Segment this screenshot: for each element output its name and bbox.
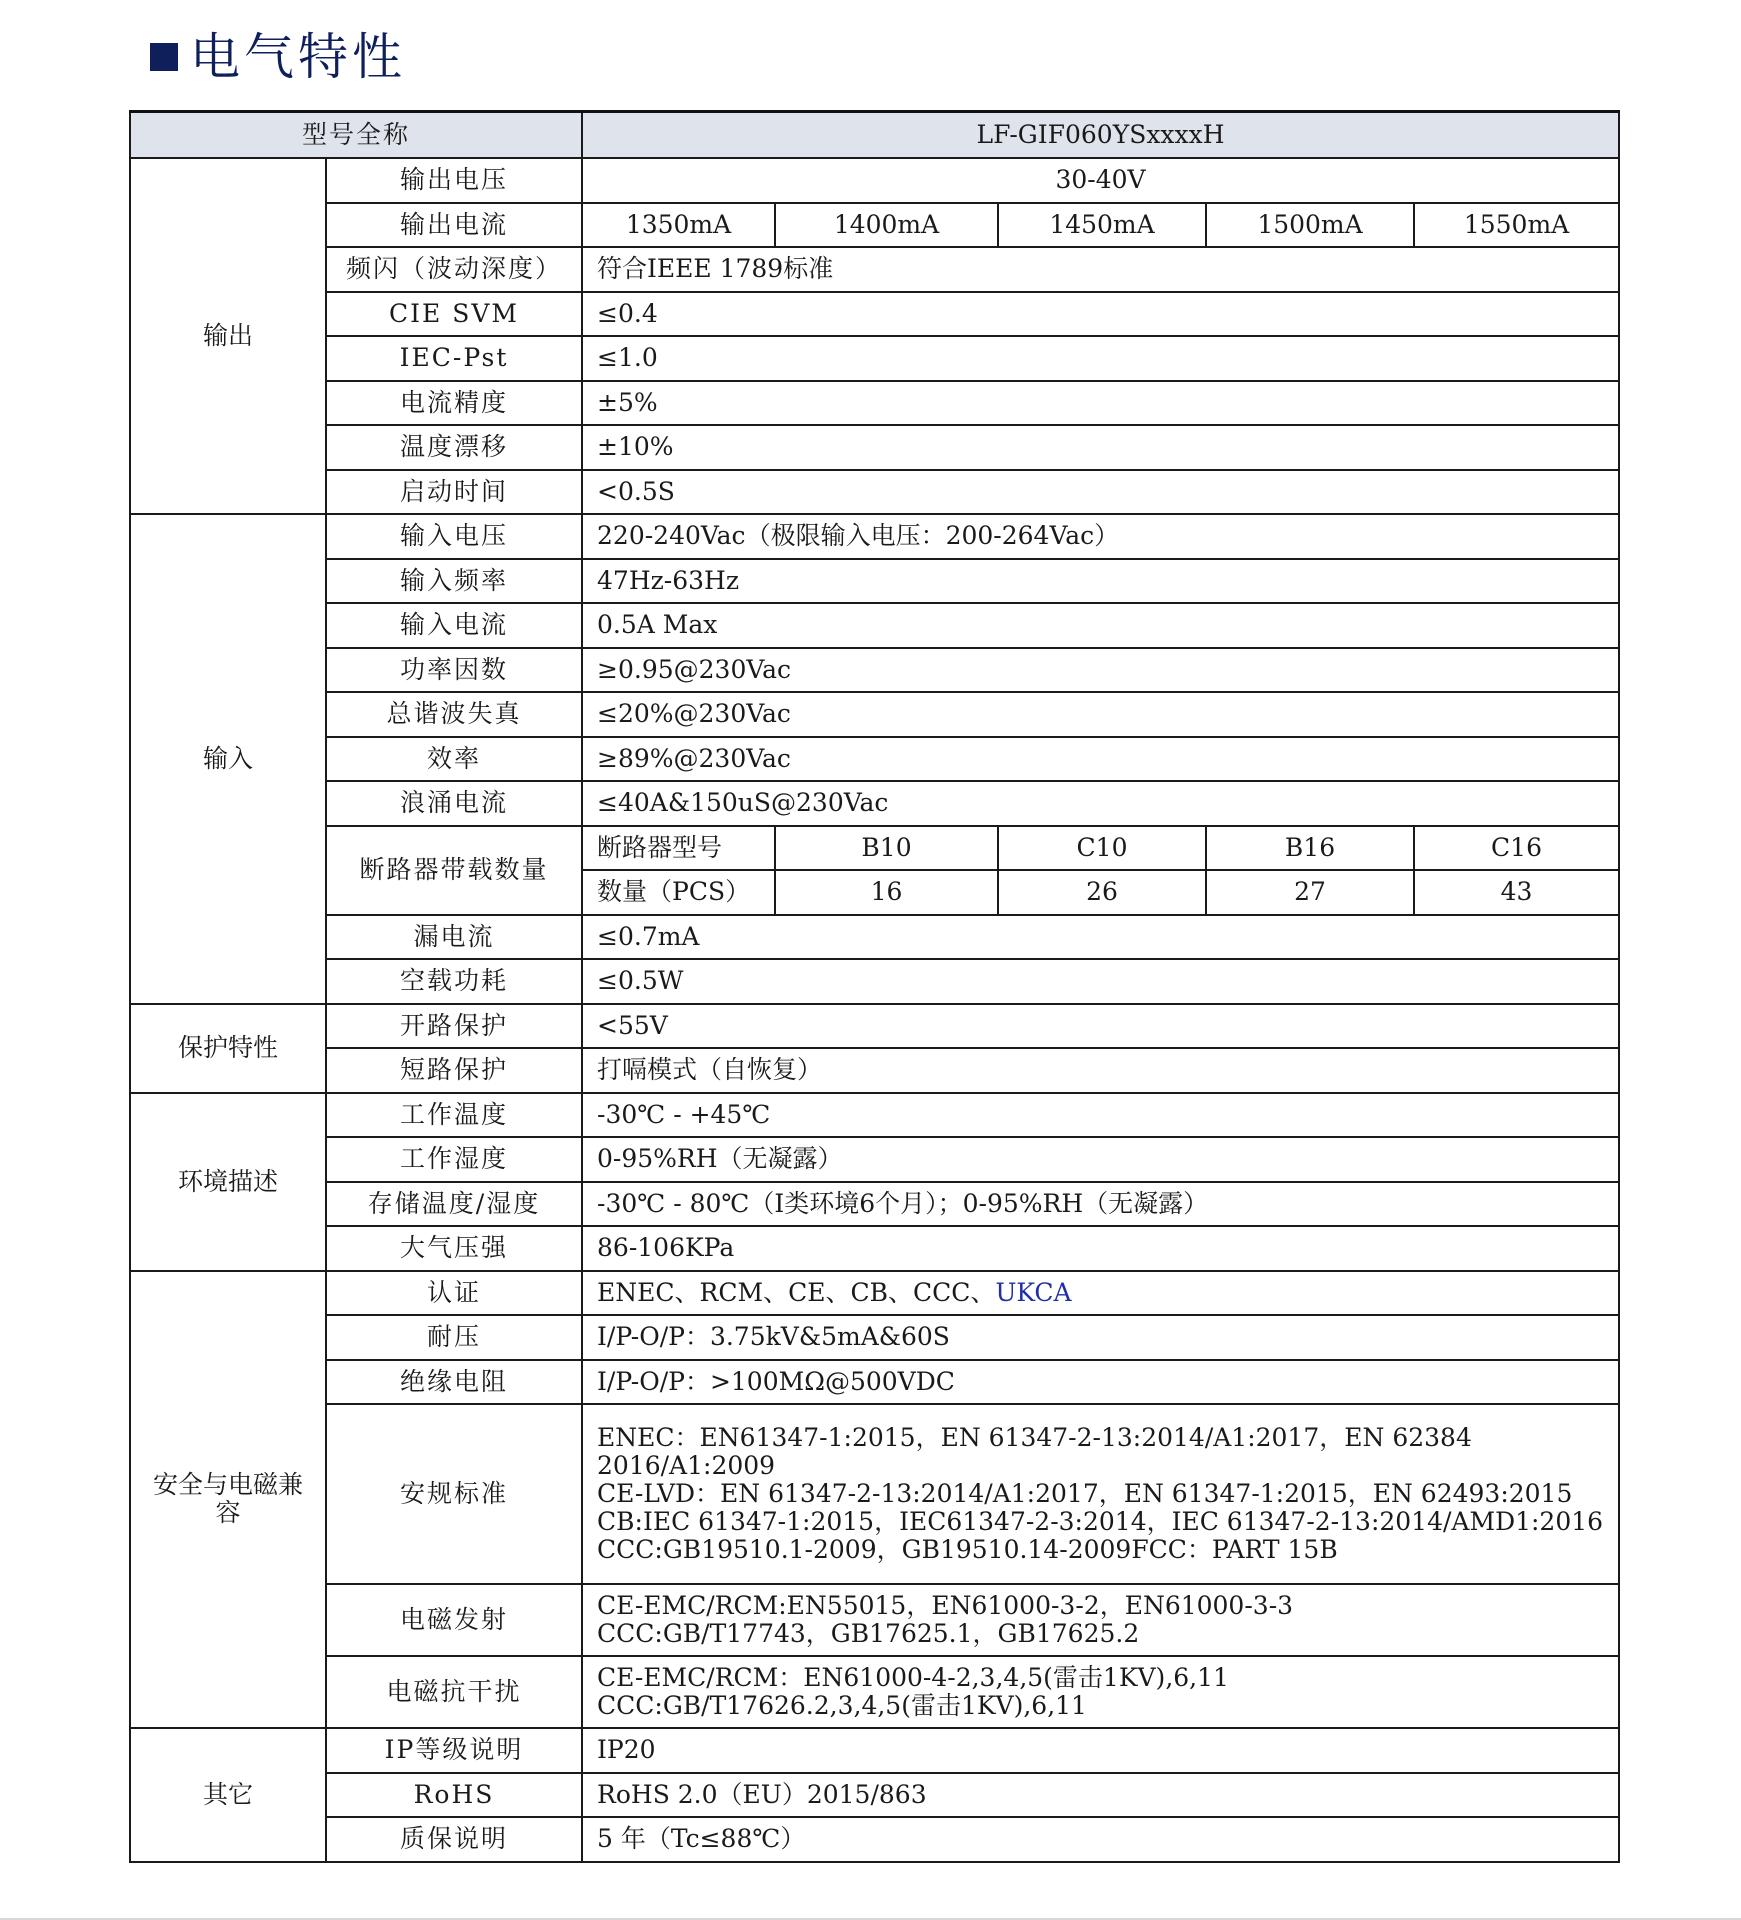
table-row	[130, 514, 1619, 559]
output-current-cell: 1350mA	[582, 203, 775, 248]
table-row	[130, 381, 1619, 426]
param-value: -30℃ - 80℃（Ⅰ类环境6个月）；0-95%RH（无凝露）	[582, 1182, 1619, 1227]
breaker-qty-cell: 27	[1206, 870, 1414, 915]
param-label: 认证	[326, 1271, 582, 1316]
standards-line: 2016/A1:2009	[597, 1451, 776, 1480]
table-row	[130, 648, 1619, 693]
square-bullet-icon	[150, 43, 178, 71]
category-environment: 环境描述	[130, 1093, 326, 1271]
category-protection: 保护特性	[130, 1004, 326, 1093]
immunity-line: CE-EMC/RCM：EN61000-4-2,3,4,5(雷击1KV),6,11	[597, 1663, 1229, 1692]
table-row	[130, 1004, 1619, 1049]
breaker-type-cell: C16	[1414, 826, 1619, 871]
table-row	[130, 1656, 1619, 1728]
table-row	[130, 1728, 1619, 1773]
output-current-cell: 1550mA	[1414, 203, 1619, 248]
standards-line: CB:IEC 61347-1:2015，IEC61347-2-3:2014，IEC 61347-2-13:2014/AMD1:2016	[597, 1507, 1604, 1536]
standards-line: CCC:GB19510.1-2009，GB19510.14-2009FCC：PART 15B	[597, 1535, 1338, 1564]
breaker-qty-cell: 26	[998, 870, 1206, 915]
param-value: 30-40V	[582, 158, 1619, 203]
table-row	[130, 425, 1619, 470]
breaker-type-cell: B16	[1206, 826, 1414, 871]
param-value: ≤0.5W	[582, 959, 1619, 1004]
table-row	[130, 603, 1619, 648]
table-row	[130, 1048, 1619, 1093]
table-row	[130, 1404, 1619, 1584]
param-label: 空载功耗	[326, 959, 582, 1004]
table-row	[130, 292, 1619, 337]
param-label: 安规标准	[326, 1404, 582, 1584]
safety-standards-value	[582, 1404, 1619, 1584]
param-value: ±5%	[582, 381, 1619, 426]
table-row	[130, 826, 1619, 871]
param-label: 输出电压	[326, 158, 582, 203]
table-row	[130, 692, 1619, 737]
param-label: 输出电流	[326, 203, 582, 248]
param-value: <55V	[582, 1004, 1619, 1049]
param-label: 大气压强	[326, 1226, 582, 1271]
param-label: 存储温度/湿度	[326, 1182, 582, 1227]
param-label: 温度漂移	[326, 425, 582, 470]
table-row	[130, 1271, 1619, 1316]
param-label: 断路器带载数量	[326, 826, 582, 915]
certification-list: ENEC、RCM、CE、CB、CCC、	[597, 1277, 996, 1307]
param-value: 86-106KPa	[582, 1226, 1619, 1271]
param-value: <0.5S	[582, 470, 1619, 515]
param-label: 工作温度	[326, 1093, 582, 1138]
param-value: 0-95%RH（无凝露）	[582, 1137, 1619, 1182]
breaker-qty-cell: 43	[1414, 870, 1619, 915]
param-label: 电流精度	[326, 381, 582, 426]
table-row	[130, 1315, 1619, 1360]
breaker-type-cell: B10	[775, 826, 998, 871]
param-label: 频闪（波动深度）	[326, 247, 582, 292]
section-title: 电气特性	[190, 28, 406, 86]
param-value: ≤0.4	[582, 292, 1619, 337]
param-value: 0.5A Max	[582, 603, 1619, 648]
param-value: ≤1.0	[582, 336, 1619, 381]
table-row	[130, 959, 1619, 1004]
param-label: 短路保护	[326, 1048, 582, 1093]
param-label: 电磁发射	[326, 1584, 582, 1656]
table-row	[130, 737, 1619, 782]
breaker-type-label: 断路器型号	[582, 826, 775, 871]
param-value: 打嗝模式（自恢复）	[582, 1048, 1619, 1093]
table-row	[130, 1226, 1619, 1271]
emission-line: CE-EMC/RCM:EN55015，EN61000-3-2，EN61000-3-3	[597, 1591, 1294, 1620]
model-name-label: 型号全称	[130, 112, 582, 159]
param-label: 漏电流	[326, 915, 582, 960]
param-label: 总谐波失真	[326, 692, 582, 737]
breaker-qty-label: 数量（PCS）	[582, 870, 775, 915]
param-value: -30℃ - +45℃	[582, 1093, 1619, 1138]
param-value: I/P-O/P：3.75kV&5mA&60S	[582, 1315, 1619, 1360]
table-row	[130, 336, 1619, 381]
ukca-link[interactable]: UKCA	[995, 1277, 1072, 1307]
table-row	[130, 781, 1619, 826]
param-value: I/P-O/P：>100MΩ@500VDC	[582, 1360, 1619, 1405]
param-value: 47Hz-63Hz	[582, 559, 1619, 604]
certification-value	[582, 1271, 1619, 1316]
param-label: RoHS	[326, 1773, 582, 1818]
section-heading	[150, 22, 406, 92]
param-label: 工作湿度	[326, 1137, 582, 1182]
param-label: 效率	[326, 737, 582, 782]
category-safety-emc: 安全与电磁兼容	[130, 1271, 326, 1729]
immunity-value	[582, 1656, 1619, 1728]
table-row	[130, 559, 1619, 604]
param-value: ≤40A&150uS@230Vac	[582, 781, 1619, 826]
electrical-spec-table	[129, 110, 1620, 1863]
standards-line: CE-LVD：EN 61347-2-13:2014/A1:2017，EN 61347-1:2015，EN 62493:2015	[597, 1479, 1573, 1508]
param-value: ±10%	[582, 425, 1619, 470]
param-value: 220-240Vac（极限输入电压：200-264Vac）	[582, 514, 1619, 559]
table-row	[130, 1584, 1619, 1656]
table-row	[130, 1137, 1619, 1182]
breaker-type-cell: C10	[998, 826, 1206, 871]
output-current-cell: 1500mA	[1206, 203, 1414, 248]
table-row	[130, 470, 1619, 515]
emission-line: CCC:GB/T17743，GB17625.1，GB17625.2	[597, 1619, 1140, 1648]
output-current-cell: 1400mA	[775, 203, 998, 248]
table-row	[130, 1817, 1619, 1862]
param-label: 功率因数	[326, 648, 582, 693]
param-label: IP等级说明	[326, 1728, 582, 1773]
param-label: 输入频率	[326, 559, 582, 604]
standards-line: ENEC：EN61347-1:2015，EN 61347-2-13:2014/A1:2017，EN 62384	[597, 1423, 1472, 1452]
table-row	[130, 203, 1619, 248]
param-label: 启动时间	[326, 470, 582, 515]
category-other: 其它	[130, 1728, 326, 1862]
table-row	[130, 158, 1619, 203]
table-row	[130, 1360, 1619, 1405]
category-input: 输入	[130, 514, 326, 1004]
param-label: 质保说明	[326, 1817, 582, 1862]
param-label: 耐压	[326, 1315, 582, 1360]
param-label: 输入电流	[326, 603, 582, 648]
param-label: IEC-Pst	[326, 336, 582, 381]
param-value: ≥89%@230Vac	[582, 737, 1619, 782]
param-label: 绝缘电阻	[326, 1360, 582, 1405]
table-row	[130, 1773, 1619, 1818]
emission-value	[582, 1584, 1619, 1656]
param-value: ≤20%@230Vac	[582, 692, 1619, 737]
param-label: CIE SVM	[326, 292, 582, 337]
param-value: IP20	[582, 1728, 1619, 1773]
table-header-row	[130, 112, 1619, 159]
param-value: RoHS 2.0（EU）2015/863	[582, 1773, 1619, 1818]
param-value: 5 年（Tc≤88℃）	[582, 1817, 1619, 1862]
table-row	[130, 1093, 1619, 1138]
table-row	[130, 1182, 1619, 1227]
param-value: ≥0.95@230Vac	[582, 648, 1619, 693]
param-value: 符合IEEE 1789标准	[582, 247, 1619, 292]
breaker-qty-cell: 16	[775, 870, 998, 915]
param-label: 电磁抗干扰	[326, 1656, 582, 1728]
table-row	[130, 915, 1619, 960]
param-label: 浪涌电流	[326, 781, 582, 826]
param-label: 开路保护	[326, 1004, 582, 1049]
output-current-cell: 1450mA	[998, 203, 1206, 248]
category-output: 输出	[130, 158, 326, 514]
param-label: 输入电压	[326, 514, 582, 559]
model-name-value: LF-GIF060YSxxxxH	[582, 112, 1619, 159]
param-value: ≤0.7mA	[582, 915, 1619, 960]
immunity-line: CCC:GB/T17626.2,3,4,5(雷击1KV),6,11	[597, 1691, 1087, 1720]
table-row	[130, 247, 1619, 292]
